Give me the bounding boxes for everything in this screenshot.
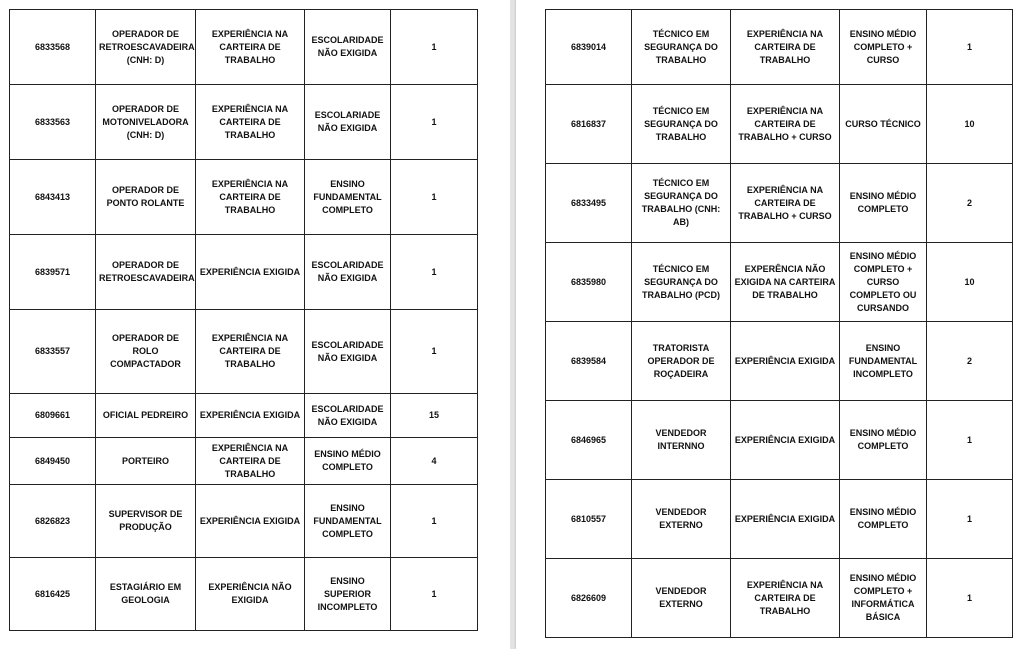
vacancies-cell: 1 [927,10,1013,85]
vacancies-cell: 1 [391,485,478,558]
job-title-cell: OPERADOR DE MOTONIVELADORA (CNH: D) [96,85,196,160]
experience-cell: EXPERIÊNCIA NA CARTEIRA DE TRABALHO [196,160,305,235]
job-title-cell: VENDEDOR EXTERNO [632,480,731,559]
job-title-cell: OPERADOR DE RETROESCAVADEIRA (CNH: D) [96,10,196,85]
experience-cell: EXPERIÊNCIA EXIGIDA [196,235,305,310]
vacancies-cell: 1 [927,480,1013,559]
job-code-cell: 6826823 [10,485,96,558]
vacancies-cell: 1 [391,235,478,310]
education-cell: ESCOLARIDADE NÃO EXIGIDA [305,310,391,394]
vacancies-cell: 10 [927,243,1013,322]
table-row [10,558,478,631]
education-cell: ESCOLARIADE NÃO EXIGIDA [305,85,391,160]
table-row [546,322,1013,401]
job-code-cell: 6839584 [546,322,632,401]
table-row [10,10,478,85]
education-cell: ENSINO MÉDIO COMPLETO [840,480,927,559]
vacancies-cell: 15 [391,394,478,438]
education-cell: ENSINO MÉDIO COMPLETO [305,438,391,485]
education-cell: ENSINO MÉDIO COMPLETO [840,401,927,480]
job-code-cell: 6846965 [546,401,632,480]
job-title-cell: ESTAGIÁRIO EM GEOLOGIA [96,558,196,631]
table-row [10,310,478,394]
job-title-cell: OPERADOR DE RETROESCAVADEIRA [96,235,196,310]
experience-cell: EXPERIÊNCIA EXIGIDA [731,401,840,480]
job-code-cell: 6816837 [546,85,632,164]
job-table-left [9,9,478,631]
job-title-cell: OPERADOR DE PONTO ROLANTE [96,160,196,235]
education-cell: ENSINO FUNDAMENTAL INCOMPLETO [840,322,927,401]
job-code-cell: 6833563 [10,85,96,160]
education-cell: ESCOLARIDADE NÃO EXIGIDA [305,394,391,438]
table-row [10,394,478,438]
table-row [10,85,478,160]
education-cell: ENSINO MÉDIO COMPLETO + CURSO [840,10,927,85]
table-row [546,243,1013,322]
experience-cell: EXPERIÊNCIA NA CARTEIRA DE TRABALHO + CURSO [731,85,840,164]
vacancies-cell: 1 [391,310,478,394]
job-code-cell: 6849450 [10,438,96,485]
job-code-cell: 6833495 [546,164,632,243]
table-row [10,160,478,235]
experience-cell: EXPERIÊNCIA NA CARTEIRA DE TRABALHO [731,559,840,638]
table-row [10,438,478,485]
experience-cell: EXPERIÊNCIA NA CARTEIRA DE TRABALHO [196,438,305,485]
experience-cell: EXPERIÊNCIA NA CARTEIRA DE TRABALHO [731,10,840,85]
table-row [546,559,1013,638]
education-cell: ESCOLARIDADE NÃO EXIGIDA [305,10,391,85]
table-row [10,485,478,558]
job-title-cell: OPERADOR DE ROLO COMPACTADOR [96,310,196,394]
job-title-cell: TÉCNICO EM SEGURANÇA DO TRABALHO [632,85,731,164]
vacancies-cell: 2 [927,322,1013,401]
education-cell: ENSINO SUPERIOR INCOMPLETO [305,558,391,631]
experience-cell: EXPERIÊNCIA NA CARTEIRA DE TRABALHO [196,310,305,394]
table-row [546,10,1013,85]
experience-cell: EXPERIÊNCIA NA CARTEIRA DE TRABALHO [196,10,305,85]
job-title-cell: VENDEDOR EXTERNO [632,559,731,638]
job-title-cell: VENDEDOR INTERNNO [632,401,731,480]
vacancies-cell: 1 [391,85,478,160]
experience-cell: EXPERIÊNCIA EXIGIDA [731,480,840,559]
job-table-right [545,9,1013,638]
experience-cell: EXPERIÊNCIA NÃO EXIGIDA [196,558,305,631]
job-title-cell: OFICIAL PEDREIRO [96,394,196,438]
experience-cell: EXPERIÊNCIA NA CARTEIRA DE TRABALHO + CURSO [731,164,840,243]
experience-cell: EXPERÊNCIA NÃO EXIGIDA NA CARTEIRA DE TRABALHO [731,243,840,322]
job-code-cell: 6833568 [10,10,96,85]
table-row [10,235,478,310]
education-cell: ENSINO MÉDIO COMPLETO + INFORMÁTICA BÁSICA [840,559,927,638]
job-code-cell: 6833557 [10,310,96,394]
education-cell: ENSINO FUNDAMENTAL COMPLETO [305,485,391,558]
vacancies-cell: 10 [927,85,1013,164]
education-cell: ENSINO MÉDIO COMPLETO [840,164,927,243]
vacancies-cell: 1 [927,559,1013,638]
education-cell: CURSO TÉCNICO [840,85,927,164]
table-row [546,85,1013,164]
education-cell: ENSINO MÉDIO COMPLETO + CURSO COMPLETO OU CURSANDO [840,243,927,322]
table-row [546,480,1013,559]
vacancies-cell: 1 [391,558,478,631]
education-cell: ESCOLARIDADE NÃO EXIGIDA [305,235,391,310]
table-row [546,164,1013,243]
job-code-cell: 6826609 [546,559,632,638]
experience-cell: EXPERIÊNCIA EXIGIDA [731,322,840,401]
vacancies-cell: 4 [391,438,478,485]
job-title-cell: PORTEIRO [96,438,196,485]
experience-cell: EXPERIÊNCIA NA CARTEIRA DE TRABALHO [196,85,305,160]
job-title-cell: SUPERVISOR DE PRODUÇÃO [96,485,196,558]
vacancies-cell: 1 [391,160,478,235]
job-code-cell: 6835980 [546,243,632,322]
job-code-cell: 6816425 [10,558,96,631]
table-row [546,401,1013,480]
job-code-cell: 6839014 [546,10,632,85]
education-cell: ENSINO FUNDAMENTAL COMPLETO [305,160,391,235]
job-code-cell: 6809661 [10,394,96,438]
vacancies-cell: 2 [927,164,1013,243]
job-title-cell: TÉCNICO EM SEGURANÇA DO TRABALHO (CNH: AB) [632,164,731,243]
job-code-cell: 6839571 [10,235,96,310]
job-title-cell: TÉCNICO EM SEGURANÇA DO TRABALHO [632,10,731,85]
experience-cell: EXPERIÊNCIA EXIGIDA [196,485,305,558]
experience-cell: EXPERIÊNCIA EXIGIDA [196,394,305,438]
job-code-cell: 6843413 [10,160,96,235]
job-title-cell: TRATORISTA OPERADOR DE ROÇADEIRA [632,322,731,401]
vacancies-cell: 1 [927,401,1013,480]
vacancies-cell: 1 [391,10,478,85]
job-title-cell: TÉCNICO EM SEGURANÇA DO TRABALHO (PCD) [632,243,731,322]
job-code-cell: 6810557 [546,480,632,559]
